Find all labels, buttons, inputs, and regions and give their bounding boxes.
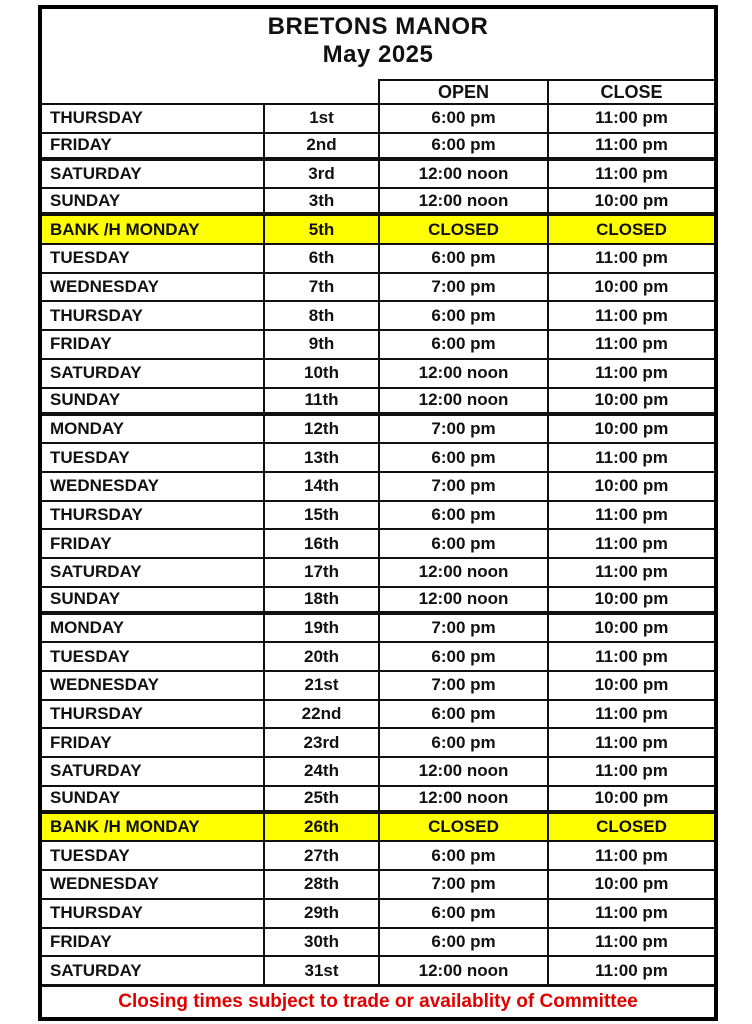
header-blank-date xyxy=(265,79,380,105)
close-time-cell: 11:00 pm xyxy=(549,502,714,531)
date-cell: 14th xyxy=(265,473,380,502)
day-cell: WEDNESDAY xyxy=(42,274,265,303)
header-blank-day xyxy=(42,79,265,105)
table-body xyxy=(42,105,714,986)
table-row xyxy=(42,161,714,190)
date-cell: 10th xyxy=(265,360,380,389)
open-time-cell: 12:00 noon xyxy=(380,957,549,986)
open-time-cell: 6:00 pm xyxy=(380,729,549,758)
close-time-cell: 10:00 pm xyxy=(549,672,714,701)
table-row xyxy=(42,105,714,134)
date-cell: 3th xyxy=(265,189,380,216)
table-row xyxy=(42,729,714,758)
date-cell: 7th xyxy=(265,274,380,303)
close-time-cell: CLOSED xyxy=(549,814,714,843)
open-time-cell: 6:00 pm xyxy=(380,105,549,134)
table-row xyxy=(42,588,714,615)
date-cell: 8th xyxy=(265,302,380,331)
table-row xyxy=(42,189,714,216)
open-time-cell: 12:00 noon xyxy=(380,360,549,389)
date-cell: 24th xyxy=(265,758,380,787)
day-cell: SATURDAY xyxy=(42,758,265,787)
table-row xyxy=(42,871,714,900)
table-row xyxy=(42,274,714,303)
close-time-cell: 10:00 pm xyxy=(549,389,714,416)
date-cell: 1st xyxy=(265,105,380,134)
open-time-cell: 12:00 noon xyxy=(380,758,549,787)
close-time-cell: 10:00 pm xyxy=(549,871,714,900)
day-cell: SATURDAY xyxy=(42,161,265,190)
close-time-cell: 10:00 pm xyxy=(549,274,714,303)
date-cell: 11th xyxy=(265,389,380,416)
open-time-cell: 7:00 pm xyxy=(380,615,549,644)
open-time-cell: 7:00 pm xyxy=(380,871,549,900)
table-row xyxy=(42,216,714,245)
open-time-cell: CLOSED xyxy=(380,814,549,843)
table-row xyxy=(42,502,714,531)
close-time-cell: 10:00 pm xyxy=(549,189,714,216)
close-time-cell: 10:00 pm xyxy=(549,416,714,445)
table-row xyxy=(42,842,714,871)
open-time-cell: 6:00 pm xyxy=(380,701,549,730)
open-time-cell: 7:00 pm xyxy=(380,274,549,303)
open-time-cell: 6:00 pm xyxy=(380,900,549,929)
close-time-cell: CLOSED xyxy=(549,216,714,245)
date-cell: 26th xyxy=(265,814,380,843)
table-header-row xyxy=(42,79,714,105)
date-cell: 27th xyxy=(265,842,380,871)
day-cell: THURSDAY xyxy=(42,105,265,134)
day-cell: TUESDAY xyxy=(42,444,265,473)
table-row xyxy=(42,473,714,502)
close-time-cell: 10:00 pm xyxy=(549,615,714,644)
open-time-cell: 6:00 pm xyxy=(380,929,549,958)
venue-title: BRETONS MANOR xyxy=(267,13,489,40)
day-cell: SATURDAY xyxy=(42,360,265,389)
day-cell: FRIDAY xyxy=(42,729,265,758)
close-time-cell: 11:00 pm xyxy=(549,331,714,360)
date-cell: 25th xyxy=(265,787,380,814)
close-time-cell: 11:00 pm xyxy=(549,161,714,190)
date-cell: 6th xyxy=(265,245,380,274)
date-cell: 20th xyxy=(265,643,380,672)
close-time-cell: 11:00 pm xyxy=(549,559,714,588)
table-row xyxy=(42,559,714,588)
day-cell: WEDNESDAY xyxy=(42,473,265,502)
date-cell: 15th xyxy=(265,502,380,531)
table-row xyxy=(42,134,714,161)
table-row xyxy=(42,672,714,701)
open-time-cell: 6:00 pm xyxy=(380,502,549,531)
day-cell: TUESDAY xyxy=(42,842,265,871)
close-time-cell: 11:00 pm xyxy=(549,701,714,730)
date-cell: 17th xyxy=(265,559,380,588)
table-row xyxy=(42,957,714,986)
open-time-cell: 7:00 pm xyxy=(380,672,549,701)
open-time-cell: 12:00 noon xyxy=(380,588,549,615)
open-time-cell: 6:00 pm xyxy=(380,302,549,331)
open-time-cell: 12:00 noon xyxy=(380,559,549,588)
date-cell: 13th xyxy=(265,444,380,473)
date-cell: 29th xyxy=(265,900,380,929)
table-row xyxy=(42,643,714,672)
table-row xyxy=(42,416,714,445)
open-time-cell: 12:00 noon xyxy=(380,161,549,190)
open-time-cell: 12:00 noon xyxy=(380,189,549,216)
close-time-cell: 11:00 pm xyxy=(549,530,714,559)
date-cell: 18th xyxy=(265,588,380,615)
close-time-cell: 11:00 pm xyxy=(549,842,714,871)
day-cell: FRIDAY xyxy=(42,331,265,360)
day-cell: FRIDAY xyxy=(42,530,265,559)
day-cell: THURSDAY xyxy=(42,701,265,730)
open-time-cell: 6:00 pm xyxy=(380,245,549,274)
open-time-cell: 12:00 noon xyxy=(380,389,549,416)
date-cell: 22nd xyxy=(265,701,380,730)
close-time-cell: 11:00 pm xyxy=(549,957,714,986)
table-row xyxy=(42,900,714,929)
date-cell: 3rd xyxy=(265,161,380,190)
table-row xyxy=(42,302,714,331)
day-cell: THURSDAY xyxy=(42,302,265,331)
close-time-cell: 11:00 pm xyxy=(549,643,714,672)
table-row xyxy=(42,615,714,644)
open-time-cell: 12:00 noon xyxy=(380,787,549,814)
table-row xyxy=(42,389,714,416)
day-cell: FRIDAY xyxy=(42,929,265,958)
footer-note: Closing times subject to trade or availablity of Committee xyxy=(42,985,714,1017)
close-time-cell: 11:00 pm xyxy=(549,900,714,929)
table-row xyxy=(42,530,714,559)
close-time-cell: 10:00 pm xyxy=(549,588,714,615)
open-time-cell: 7:00 pm xyxy=(380,416,549,445)
close-time-cell: 10:00 pm xyxy=(549,473,714,502)
day-cell: SUNDAY xyxy=(42,189,265,216)
date-cell: 19th xyxy=(265,615,380,644)
date-cell: 2nd xyxy=(265,134,380,161)
header-open: OPEN xyxy=(380,79,549,105)
close-time-cell: 10:00 pm xyxy=(549,787,714,814)
date-cell: 30th xyxy=(265,929,380,958)
day-cell: SUNDAY xyxy=(42,389,265,416)
day-cell: BANK /H MONDAY xyxy=(42,216,265,245)
close-time-cell: 11:00 pm xyxy=(549,929,714,958)
day-cell: SUNDAY xyxy=(42,787,265,814)
day-cell: THURSDAY xyxy=(42,502,265,531)
open-time-cell: 7:00 pm xyxy=(380,473,549,502)
close-time-cell: 11:00 pm xyxy=(549,245,714,274)
day-cell: SATURDAY xyxy=(42,957,265,986)
table-row xyxy=(42,360,714,389)
date-cell: 12th xyxy=(265,416,380,445)
day-cell: THURSDAY xyxy=(42,900,265,929)
open-time-cell: 6:00 pm xyxy=(380,331,549,360)
title-block xyxy=(42,9,714,69)
close-time-cell: 11:00 pm xyxy=(549,105,714,134)
table-row xyxy=(42,814,714,843)
table-row xyxy=(42,245,714,274)
table-row xyxy=(42,701,714,730)
day-cell: SUNDAY xyxy=(42,588,265,615)
close-time-cell: 11:00 pm xyxy=(549,302,714,331)
day-cell: TUESDAY xyxy=(42,245,265,274)
date-cell: 9th xyxy=(265,331,380,360)
day-cell: WEDNESDAY xyxy=(42,871,265,900)
close-time-cell: 11:00 pm xyxy=(549,444,714,473)
open-time-cell: 6:00 pm xyxy=(380,643,549,672)
open-time-cell: CLOSED xyxy=(380,216,549,245)
date-cell: 21st xyxy=(265,672,380,701)
close-time-cell: 11:00 pm xyxy=(549,360,714,389)
date-cell: 5th xyxy=(265,216,380,245)
open-time-cell: 6:00 pm xyxy=(380,134,549,161)
close-time-cell: 11:00 pm xyxy=(549,758,714,787)
day-cell: BANK /H MONDAY xyxy=(42,814,265,843)
day-cell: TUESDAY xyxy=(42,643,265,672)
close-time-cell: 11:00 pm xyxy=(549,729,714,758)
opening-times-table xyxy=(42,79,714,986)
date-cell: 28th xyxy=(265,871,380,900)
open-time-cell: 6:00 pm xyxy=(380,530,549,559)
day-cell: SATURDAY xyxy=(42,559,265,588)
day-cell: MONDAY xyxy=(42,615,265,644)
header-close: CLOSE xyxy=(549,79,714,105)
day-cell: WEDNESDAY xyxy=(42,672,265,701)
date-cell: 16th xyxy=(265,530,380,559)
table-row xyxy=(42,331,714,360)
day-cell: MONDAY xyxy=(42,416,265,445)
schedule-sheet xyxy=(38,5,718,1021)
table-row xyxy=(42,444,714,473)
date-cell: 23rd xyxy=(265,729,380,758)
day-cell: FRIDAY xyxy=(42,134,265,161)
open-time-cell: 6:00 pm xyxy=(380,444,549,473)
table-row xyxy=(42,929,714,958)
open-time-cell: 6:00 pm xyxy=(380,842,549,871)
date-cell: 31st xyxy=(265,957,380,986)
close-time-cell: 11:00 pm xyxy=(549,134,714,161)
table-row xyxy=(42,787,714,814)
table-row xyxy=(42,758,714,787)
month-subtitle: May 2025 xyxy=(322,41,434,68)
